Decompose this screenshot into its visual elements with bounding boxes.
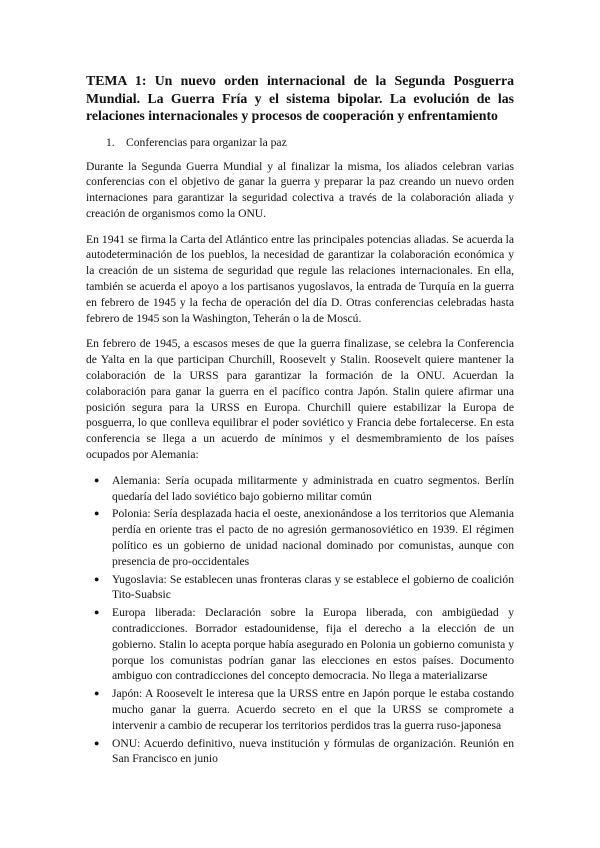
bullet-icon: ● xyxy=(94,573,100,584)
paragraph-atlantic-charter: En 1941 se firma la Carta del Atlántico entre las principales potencias aliadas. Se acuerda la autodeterminación de los pueblos, la necesidad de garantizar la colaboración económica y la creación de un sistema de seguridad que regule las relaciones internacionales. En ella, también se acuerda el apoyo a los partisanos yugoslavos, la entrada de Turquía en la guerra en febrero de 1945 y la fecha de operación del día D. Otras conferencias celebradas hasta febrero de 1945 son la Washington, Teherán o la de Moscú. xyxy=(86,232,514,325)
list-item-text: Yugoslavia: Se establecen unas fronteras claras y se establece el gobierno de coalición Tito-Suabsic xyxy=(112,572,514,602)
list-item-text: Europa liberada: Declaración sobre la Europa liberada, con ambigüedad y contradicciones. Borrador estadounidense, fija el derecho a la elección de un gobierno. Stalin lo acepta porque había asegurado en Polonia un gobierno comunista y porque los comunistas podrían ganar las elecciones en estos países. Documento ambiguo con contradicciones del concepto democracia. No llega a materializarse xyxy=(112,606,514,683)
list-item-text: ONU: Acuerdo definitivo, nueva institución y fórmulas de organización. Reunión en San Francisco en junio xyxy=(112,736,514,766)
bullet-icon: ● xyxy=(94,688,100,699)
list-item xyxy=(86,605,514,684)
bullet-icon: ● xyxy=(94,737,100,748)
section-heading xyxy=(86,135,514,151)
bullet-list xyxy=(86,473,514,767)
list-item-text: Japón: A Roosevelt le interesa que la URSS entre en Japón porque le estaba costando mucho ganar la guerra. Acuerdo secreto en el que la URSS se compromete a intervenir a cambio de recuperar los territorios perdidos tras la guerra ruso-japonesa xyxy=(112,687,514,732)
paragraph-intro: Durante la Segunda Guerra Mundial y al finalizar la misma, los aliados celebran varias conferencias con el objetivo de ganar la guerra y preparar la paz creando un nuevo orden internaciones para garantizar la seguridad colectiva a través de la colaboración aliada y creación de organismos como la ONU. xyxy=(86,159,514,220)
list-item-text: Alemania: Sería ocupada militarmente y administrada en cuatro segmentos. Berlín quedaría del lado soviético bajo gobierno militar común xyxy=(112,473,514,503)
bullet-icon: ● xyxy=(94,607,100,618)
list-item xyxy=(86,572,514,604)
list-item xyxy=(86,506,514,569)
list-item-text: Polonia: Sería desplazada hacia el oeste, anexionándose a los territorios que Alemania perdía en oriente tras el pacto de no agresión germanosoviético en 1939. El régimen político es un gobierno de unidad nacional dominado por comunistas, aunque con presencia de pro-occidentales xyxy=(112,507,514,568)
document-title: TEMA 1: Un nuevo orden internacional de la Segunda Posguerra Mundial. La Guerra Fría y el sistema bipolar. La evolución de las relaciones internacionales y procesos de cooperación y enfrentamiento xyxy=(86,73,514,123)
list-item xyxy=(86,473,514,505)
section-heading-text: Conferencias para organizar la paz xyxy=(126,135,287,149)
bullet-icon: ● xyxy=(94,474,100,485)
section-number: 1. xyxy=(106,135,115,149)
paragraph-yalta: En febrero de 1945, a escasos meses de que la guerra finalizase, se celebra la Conferencia de Yalta en la que participan Churchill, Roosevelt y Stalin. Roosevelt quiere mantener la colaboración de la URSS para garantizar la formación de la ONU. Acuerdan la colaboración para ganar la guerra en el pacífico contra Japón. Stalin quiere afirmar una posición segura para la URSS en Europa. Churchill quiere estabilizar la Europa de posguerra, lo que conlleva equilibrar el poder soviético y Francia debe fortalecerse. En esta conferencia se llega a un acuerdo de mínimos y el desmembramiento de los países ocupados por Alemania: xyxy=(86,337,514,462)
bullet-icon: ● xyxy=(94,508,100,519)
list-item xyxy=(86,736,514,768)
list-item xyxy=(86,686,514,733)
